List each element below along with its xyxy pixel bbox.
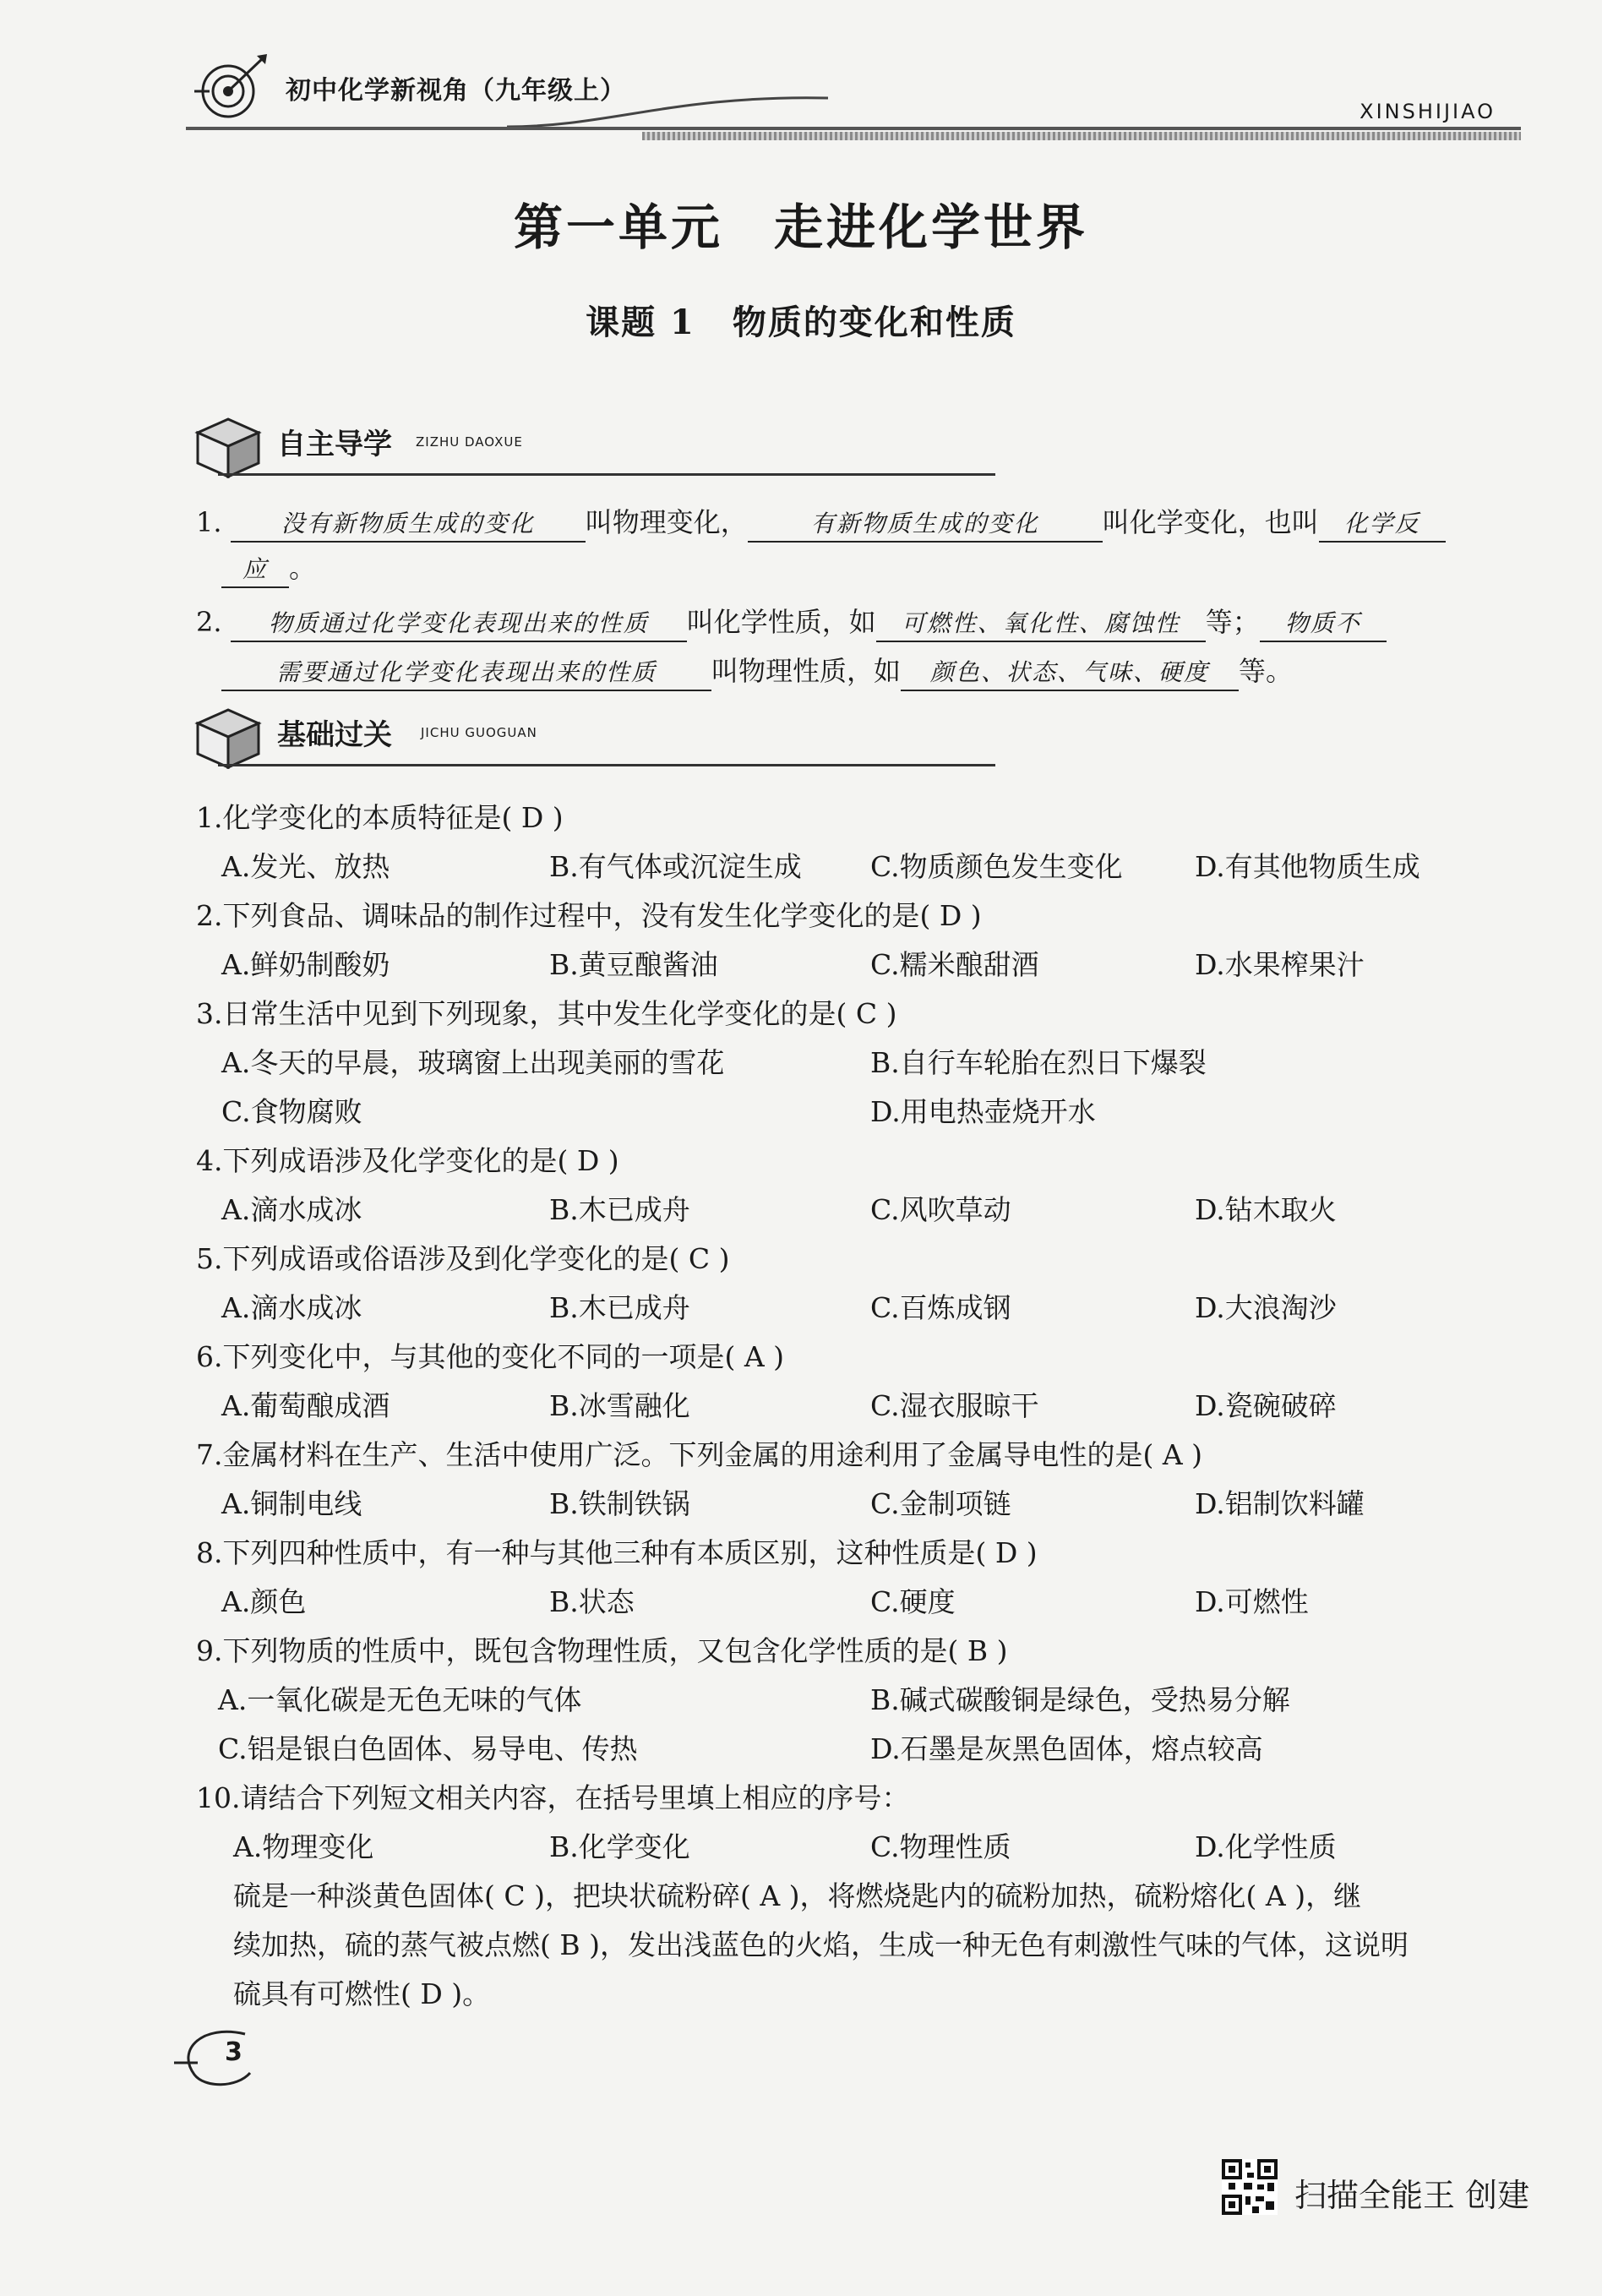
- page-number-badge: [169, 2024, 262, 2091]
- lesson-title: [0, 296, 1602, 344]
- page-swirl-icon: [169, 2024, 262, 2091]
- series-name: XINSHIJIAO: [1360, 100, 1496, 123]
- option-d: D.用电热壶烧开水: [870, 1095, 1096, 1128]
- option-a: A.一氧化碳是无色无味的气体: [218, 1683, 582, 1716]
- option-c: C.风吹草动: [870, 1193, 1011, 1226]
- option-d: D.水果榨果汁: [1195, 948, 1365, 981]
- unit-number: 第一单元: [513, 199, 723, 256]
- question-text: 等；: [1205, 606, 1260, 638]
- question-stem: 7.金属材料在生产、生活中使用广泛。下列金属的用途利用了金属导电性的是( A ): [196, 1438, 1203, 1471]
- answer-blank: 颜色、状态、气味、硬度: [901, 656, 1239, 691]
- option-c: C.铝是银白色固体、易导电、传热: [218, 1732, 638, 1765]
- section-title: 自主导学: [277, 428, 392, 461]
- question-stem: 8.下列四种性质中，有一种与其他三种有本质区别，这种性质是( D ): [196, 1536, 1038, 1569]
- passage-line: 硫具有可燃性( D )。: [233, 1977, 491, 2010]
- question-number: 2.: [196, 606, 222, 638]
- qr-code-icon: [1222, 2159, 1278, 2215]
- option-a: A.颜色: [221, 1585, 307, 1618]
- running-header: [186, 52, 1521, 128]
- section-title: 基础过关: [277, 718, 392, 752]
- question-text: 。: [289, 552, 317, 584]
- option-b: B.化学变化: [549, 1830, 690, 1863]
- answer-blank: 化学反: [1319, 507, 1446, 543]
- header-pattern-rule: [642, 132, 1521, 140]
- option-c: C.物理性质: [870, 1830, 1011, 1863]
- passage-line: 硫是一种淡黄色固体( C )，把块状硫粉碎( A )，将燃烧匙内的硫粉加热，硫粉熔化( A )，继: [233, 1879, 1362, 1912]
- lesson-name: 物质的变化和性质: [732, 303, 1016, 342]
- header-rule: [186, 127, 1521, 130]
- question-number: 1.: [196, 506, 222, 538]
- option-b: B.状态: [549, 1585, 635, 1618]
- option-a: A.滴水成冰: [221, 1193, 362, 1226]
- cube-icon: [193, 705, 264, 769]
- answer-blank: 没有新物质生成的变化: [231, 507, 586, 543]
- option-b: B.铁制铁锅: [549, 1487, 690, 1520]
- guide-q1-line1: [196, 505, 1446, 543]
- section-pinyin: ZIZHU DAOXUE: [416, 434, 523, 450]
- option-d: D.大浪淘沙: [1195, 1291, 1337, 1324]
- section-banner-guide: [193, 414, 801, 482]
- option-d: D.可燃性: [1195, 1585, 1309, 1618]
- section-rule: [218, 473, 995, 476]
- question-stem: 9.下列物质的性质中，既包含物理性质，又包含化学性质的是( B ): [196, 1634, 1008, 1667]
- answer-blank: 应: [221, 553, 289, 588]
- answer-blank: 物质不: [1260, 607, 1387, 642]
- guide-q2-line1: [196, 605, 1387, 642]
- option-b: B.自行车轮胎在烈日下爆裂: [870, 1046, 1207, 1079]
- answer-blank: 需要通过化学变化表现出来的性质: [221, 656, 711, 691]
- question-stem: 10.请结合下列短文相关内容，在括号里填上相应的序号：: [196, 1781, 910, 1814]
- section-rule: [218, 764, 995, 766]
- watermark-text: 扫描全能王 创建: [1294, 2177, 1530, 2214]
- option-c: C.物质颜色发生变化: [870, 850, 1123, 883]
- answer-blank: 物质通过化学变化表现出来的性质: [231, 607, 687, 642]
- option-b: B.黄豆酿酱油: [549, 948, 718, 981]
- question-stem: 6.下列变化中，与其他的变化不同的一项是( A ): [196, 1340, 785, 1373]
- question-stem: 3.日常生活中见到下列现象，其中发生化学变化的是( C ): [196, 997, 897, 1030]
- option-c: C.金制项链: [870, 1487, 1011, 1520]
- target-logo-icon: [194, 52, 270, 128]
- option-a: A.发光、放热: [221, 850, 390, 883]
- option-c: C.糯米酿甜酒: [870, 948, 1039, 981]
- question-stem: 2.下列食品、调味品的制作过程中，没有发生化学变化的是( D ): [196, 899, 982, 932]
- option-c: C.百炼成钢: [870, 1291, 1011, 1324]
- header-swoosh: [507, 93, 828, 128]
- option-c: C.食物腐败: [221, 1095, 362, 1128]
- question-stem: 5.下列成语或俗语涉及到化学变化的是( C ): [196, 1242, 730, 1275]
- unit-name: 走进化学世界: [774, 199, 1089, 256]
- answer-blank: 可燃性、氧化性、腐蚀性: [876, 607, 1206, 642]
- question-text: 等。: [1239, 655, 1294, 687]
- guide-q2-line2: [221, 654, 1293, 691]
- option-a: A.鲜奶制酸奶: [221, 948, 390, 981]
- option-a: A.物理变化: [233, 1830, 374, 1863]
- guide-q1-line2: [221, 551, 316, 588]
- question-text: 叫化学变化，也叫: [1102, 506, 1319, 538]
- option-b: B.碱式碳酸铜是绿色，受热易分解: [870, 1683, 1290, 1716]
- option-b: B.木已成舟: [549, 1291, 690, 1324]
- section-banner-basics: [193, 705, 801, 772]
- lesson-number: 课题 1: [586, 303, 695, 342]
- answer-blank: 有新物质生成的变化: [748, 507, 1103, 543]
- option-a: A.葡萄酿成酒: [221, 1389, 390, 1422]
- option-c: C.硬度: [870, 1585, 956, 1618]
- section-pinyin: JICHU GUOGUAN: [421, 725, 537, 740]
- option-b: B.冰雪融化: [549, 1389, 690, 1422]
- option-c: C.湿衣服晾干: [870, 1389, 1039, 1422]
- book-title: 初中化学新视角（九年级上）: [286, 76, 626, 106]
- option-a: A.滴水成冰: [221, 1291, 362, 1324]
- page-number: 3: [225, 2037, 242, 2067]
- option-b: B.木已成舟: [549, 1193, 690, 1226]
- question-stem: 4.下列成语涉及化学变化的是( D ): [196, 1144, 619, 1177]
- option-a: A.铜制电线: [221, 1487, 362, 1520]
- option-d: D.钻木取火: [1195, 1193, 1337, 1226]
- option-b: B.有气体或沉淀生成: [549, 850, 802, 883]
- option-d: D.化学性质: [1195, 1830, 1337, 1863]
- cube-icon: [193, 414, 264, 478]
- option-d: D.有其他物质生成: [1195, 850, 1420, 883]
- option-a: A.冬天的早晨，玻璃窗上出现美丽的雪花: [221, 1046, 725, 1079]
- passage-line: 续加热，硫的蒸气被点燃( B )，发出浅蓝色的火焰，生成一种无色有刺激性气味的气体，这说明: [233, 1928, 1409, 1961]
- question-text: 叫物理变化，: [585, 506, 748, 538]
- option-d: D.瓷碗破碎: [1195, 1389, 1337, 1422]
- unit-title: [0, 188, 1602, 259]
- option-d: D.铝制饮料罐: [1195, 1487, 1365, 1520]
- option-d: D.石墨是灰黑色固体，熔点较高: [870, 1732, 1263, 1765]
- question-stem: 1.化学变化的本质特征是( D ): [196, 801, 564, 834]
- question-text: 叫化学性质，如: [686, 606, 876, 638]
- question-text: 叫物理性质，如: [711, 655, 902, 687]
